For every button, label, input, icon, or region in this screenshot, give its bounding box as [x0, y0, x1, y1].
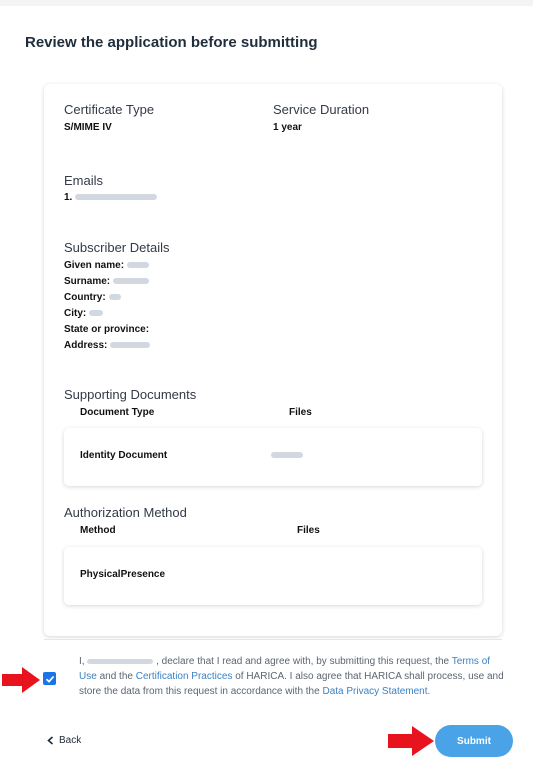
terms-of-use-link[interactable]: Terms of Use	[79, 656, 491, 682]
emails-label: Emails	[64, 173, 104, 188]
document-file[interactable]	[271, 450, 303, 461]
city-row	[64, 308, 103, 319]
certificate-type-label: Certificate Type	[64, 102, 155, 117]
submit-button[interactable]	[435, 725, 513, 757]
address-label: Address:	[64, 340, 108, 351]
red-arrow-icon	[2, 667, 40, 698]
consent-text	[79, 654, 504, 699]
checkmark-icon	[45, 674, 55, 684]
country-label: Country:	[64, 292, 106, 303]
service-duration-value: 1 year	[273, 122, 302, 133]
service-duration-label: Service Duration	[273, 102, 370, 117]
supporting-documents-label: Supporting Documents	[64, 387, 197, 402]
redacted-value	[89, 310, 103, 316]
email-item	[64, 192, 157, 203]
column-files: Files	[297, 525, 320, 536]
red-arrow-icon	[388, 726, 434, 761]
subscriber-details-label: Subscriber Details	[64, 240, 170, 255]
state-row	[64, 324, 149, 335]
back-button[interactable]	[47, 735, 81, 746]
column-files: Files	[289, 407, 312, 418]
given-name-label: Given name:	[64, 260, 125, 271]
authorization-method-label: Authorization Method	[64, 505, 187, 520]
page-title: Review the application before submitting	[25, 34, 318, 51]
review-card	[44, 84, 502, 636]
submit-label: Submit	[457, 735, 491, 747]
column-document-type: Document Type	[80, 407, 155, 418]
authorization-row	[64, 547, 482, 605]
redacted-name	[87, 659, 153, 664]
chevron-left-icon	[47, 736, 54, 745]
address-row	[64, 340, 150, 351]
column-method: Method	[80, 525, 116, 536]
state-label: State or province:	[64, 324, 150, 335]
country-row	[64, 292, 121, 303]
redacted-email	[75, 194, 157, 200]
surname-row	[64, 276, 149, 287]
document-type-value: Identity Document	[80, 450, 168, 461]
redacted-value	[113, 278, 149, 284]
authorization-method-value: PhysicalPresence	[80, 569, 166, 580]
redacted-value	[110, 342, 150, 348]
certification-practices-link[interactable]: Certification Practices	[135, 671, 233, 682]
surname-label: Surname:	[64, 276, 111, 287]
consent-part1: , declare that I read and agree with, by submitting this request, the	[156, 656, 450, 667]
document-row	[64, 428, 482, 486]
city-label: City:	[64, 308, 87, 319]
redacted-filename	[271, 452, 303, 458]
consent-checkbox[interactable]	[43, 672, 56, 685]
back-label: Back	[59, 735, 82, 746]
redacted-value	[127, 262, 149, 268]
consent-part3: of HARICA. I also agree that HARICA shall process, use and store the data from this request in accordance with the	[79, 671, 504, 697]
redacted-value	[109, 294, 121, 300]
data-privacy-statement-link[interactable]: Data Privacy Statement.	[322, 686, 431, 697]
consent-part2: and the	[99, 671, 133, 682]
email-index: 1.	[64, 192, 73, 203]
given-name-row	[64, 260, 149, 271]
consent-prefix: I,	[79, 656, 85, 667]
certificate-type-value: S/MIME IV	[64, 122, 112, 133]
